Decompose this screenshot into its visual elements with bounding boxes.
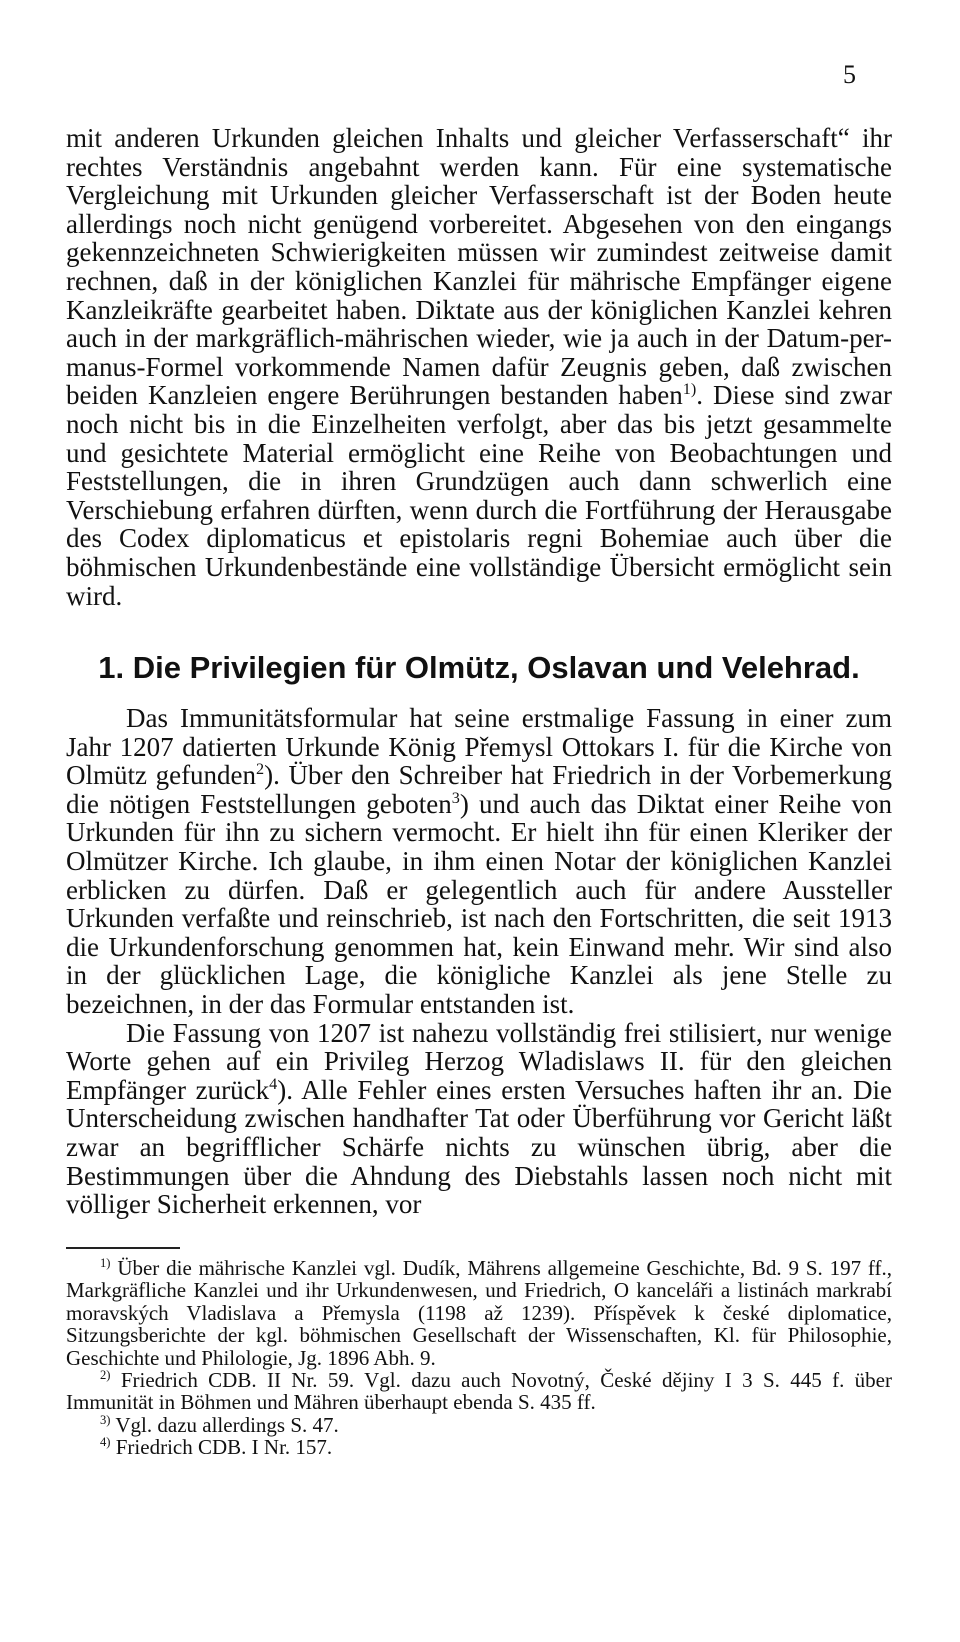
paragraph-text: . Über den Schreiber hat Friedrich in der Vorbemerkung die nötigen Feststellungen geboten [66, 760, 892, 819]
paragraph-text: ) [277, 1074, 287, 1105]
footnote-marker: 1) [100, 1256, 111, 1270]
footnote-divider [66, 1247, 180, 1249]
footnote-ref-1: 1) [682, 380, 697, 399]
paragraph-text: ) [264, 760, 274, 791]
footnote-marker: 2) [100, 1368, 111, 1383]
footnote-1 [66, 1257, 892, 1369]
footnote-4 [66, 1436, 892, 1458]
intro-text: mit anderen Urkunden gleichen Inhalts und gleicher Verfasserschaft“ ihr rechtes Verständnis angebahnt werden kann. Für eine systematische Vergleichung mit Urkunden gleicher Verfasserschaft ist der Boden heute allerdings noch nicht genügend vorbereitet. Abgesehen von den eingangs gekennzeichneten Schwierigkeiten müssen wir zumindest zeitweise damit rechnen, daß in der königlichen Kanzlei für mährische Empfänger eigene Kanzleikräfte gearbeitet haben. Diktate aus der königlichen Kanzlei kehren auch in der markgräflich-mährischen wieder, wie ja auch in der Datum-per-manus-Formel vorkommende Namen dafür Zeugnis geben, daß zwischen beiden Kanzleien engere Berührungen bestanden haben [66, 123, 892, 411]
footnote-2 [66, 1369, 892, 1414]
paragraph-1207-version [66, 1019, 892, 1219]
page-number: 5 [843, 60, 856, 89]
paragraph-text: ) [459, 788, 469, 819]
intro-paragraph [66, 124, 892, 610]
main-text [66, 124, 892, 1219]
footnote-ref-4: 4 [269, 1074, 278, 1093]
intro-text-tail: . Diese sind zwar noch nicht bis in die Einzelheiten verfolgt, aber das bis jetzt gesammelte und gesichtete Material ermöglicht eine Reihe von Beobachtungen und Feststellungen, die in ihren Grundzügen auch dann schwerlich eine Verschiebung erfahren dürften, wenn durch die Fortführung der Herausgabe des Codex diplomaticus et epistolaris regni Bohemiae auch über die böhmischen Urkundenbestände eine vollständige Übersicht ermöglicht sein wird. [66, 380, 892, 611]
footnote-text: Friedrich CDB. I Nr. 157. [110, 1435, 333, 1460]
footnote-text: Vgl. dazu allerdings S. 47. [110, 1412, 339, 1437]
section-heading: 1. Die Privilegien für Olmütz, Oslavan und Velehrad. [98, 650, 860, 686]
footnote-ref-3: 3 [451, 788, 460, 807]
footnote-ref-2: 2 [256, 760, 265, 779]
footnote-3 [66, 1414, 892, 1436]
footnotes [66, 1257, 892, 1459]
paragraph-text: . Alle Fehler eines ersten Versuches haften ihr an. Die Unterscheidung zwischen handhafter Tat oder Überführung vor Gericht läßt zwar an begrifflicher Schärfe nichts zu wünschen übrig, aber die Bestimmungen über die Ahndung des Diebstahls lassen noch nicht mit völliger Sicherheit erkennen, vor [66, 1074, 892, 1220]
footnote-text: Über die mährische Kanzlei vgl. Dudík, Mährens allgemeine Geschichte, Bd. 9 S. 197 ff., Markgräfliche Kanzlei und ihr Urkundenwesen, und Friedrich, O kanceláři a listinách markrabí moravských Vladislava a Přemysla (1198 až 1239). Příspěvek k české diplomatice, Sitzungsberichte der kgl. böhmischen Gesellschaft der Wissenschaften, Kl. für Philosophie, Geschichte und Philologie, Jg. 1896 Abh. 9. [66, 1256, 892, 1370]
paragraph-text: und auch das Diktat einer Reihe von Urkunden für ihn zu sichern vermocht. Er hielt ihn für einen Kleriker der Olmützer Kirche. Ich glaube, in ihm einen Notar der königlichen Kanzlei erblicken zu dürfen. Daß er gelegentlich auch für andere Aussteller Urkunden verfaßte und reinschrieb, ist nach den Fortschritten, die seit 1913 die Urkundenforschung genommen hat, kein Einwand mehr. Wir sind also in der glücklichen Lage, die königliche Kanzlei als jene Stelle zu bezeichnen, in der das Formular entstanden ist. [66, 788, 892, 1020]
footnote-marker: 4) [100, 1435, 111, 1450]
paragraph-text: Das Immunitätsformular hat seine erstmalige Fassung in einer zum Jahr 1207 datierten Urkunde König Přemysl Ottokars I. für die Kirche von Olmütz gefunden [66, 703, 892, 791]
paragraph-immunity-formula [66, 704, 892, 1019]
footnote-text: Friedrich CDB. II Nr. 59. Vgl. dazu auch Novotný, České dějiny I 3 S. 445 f. über Immunität in Böhmen und Mähren überhaupt ebenda S. 435 ff. [66, 1368, 892, 1415]
paragraph-text: Die Fassung von 1207 ist nahezu vollständig frei stilisiert, nur wenige Worte gehen auf ein Privileg Herzog Wladislaws II. für den gleichen Empfänger zurück [66, 1017, 892, 1105]
footnote-marker: 3) [100, 1412, 111, 1427]
